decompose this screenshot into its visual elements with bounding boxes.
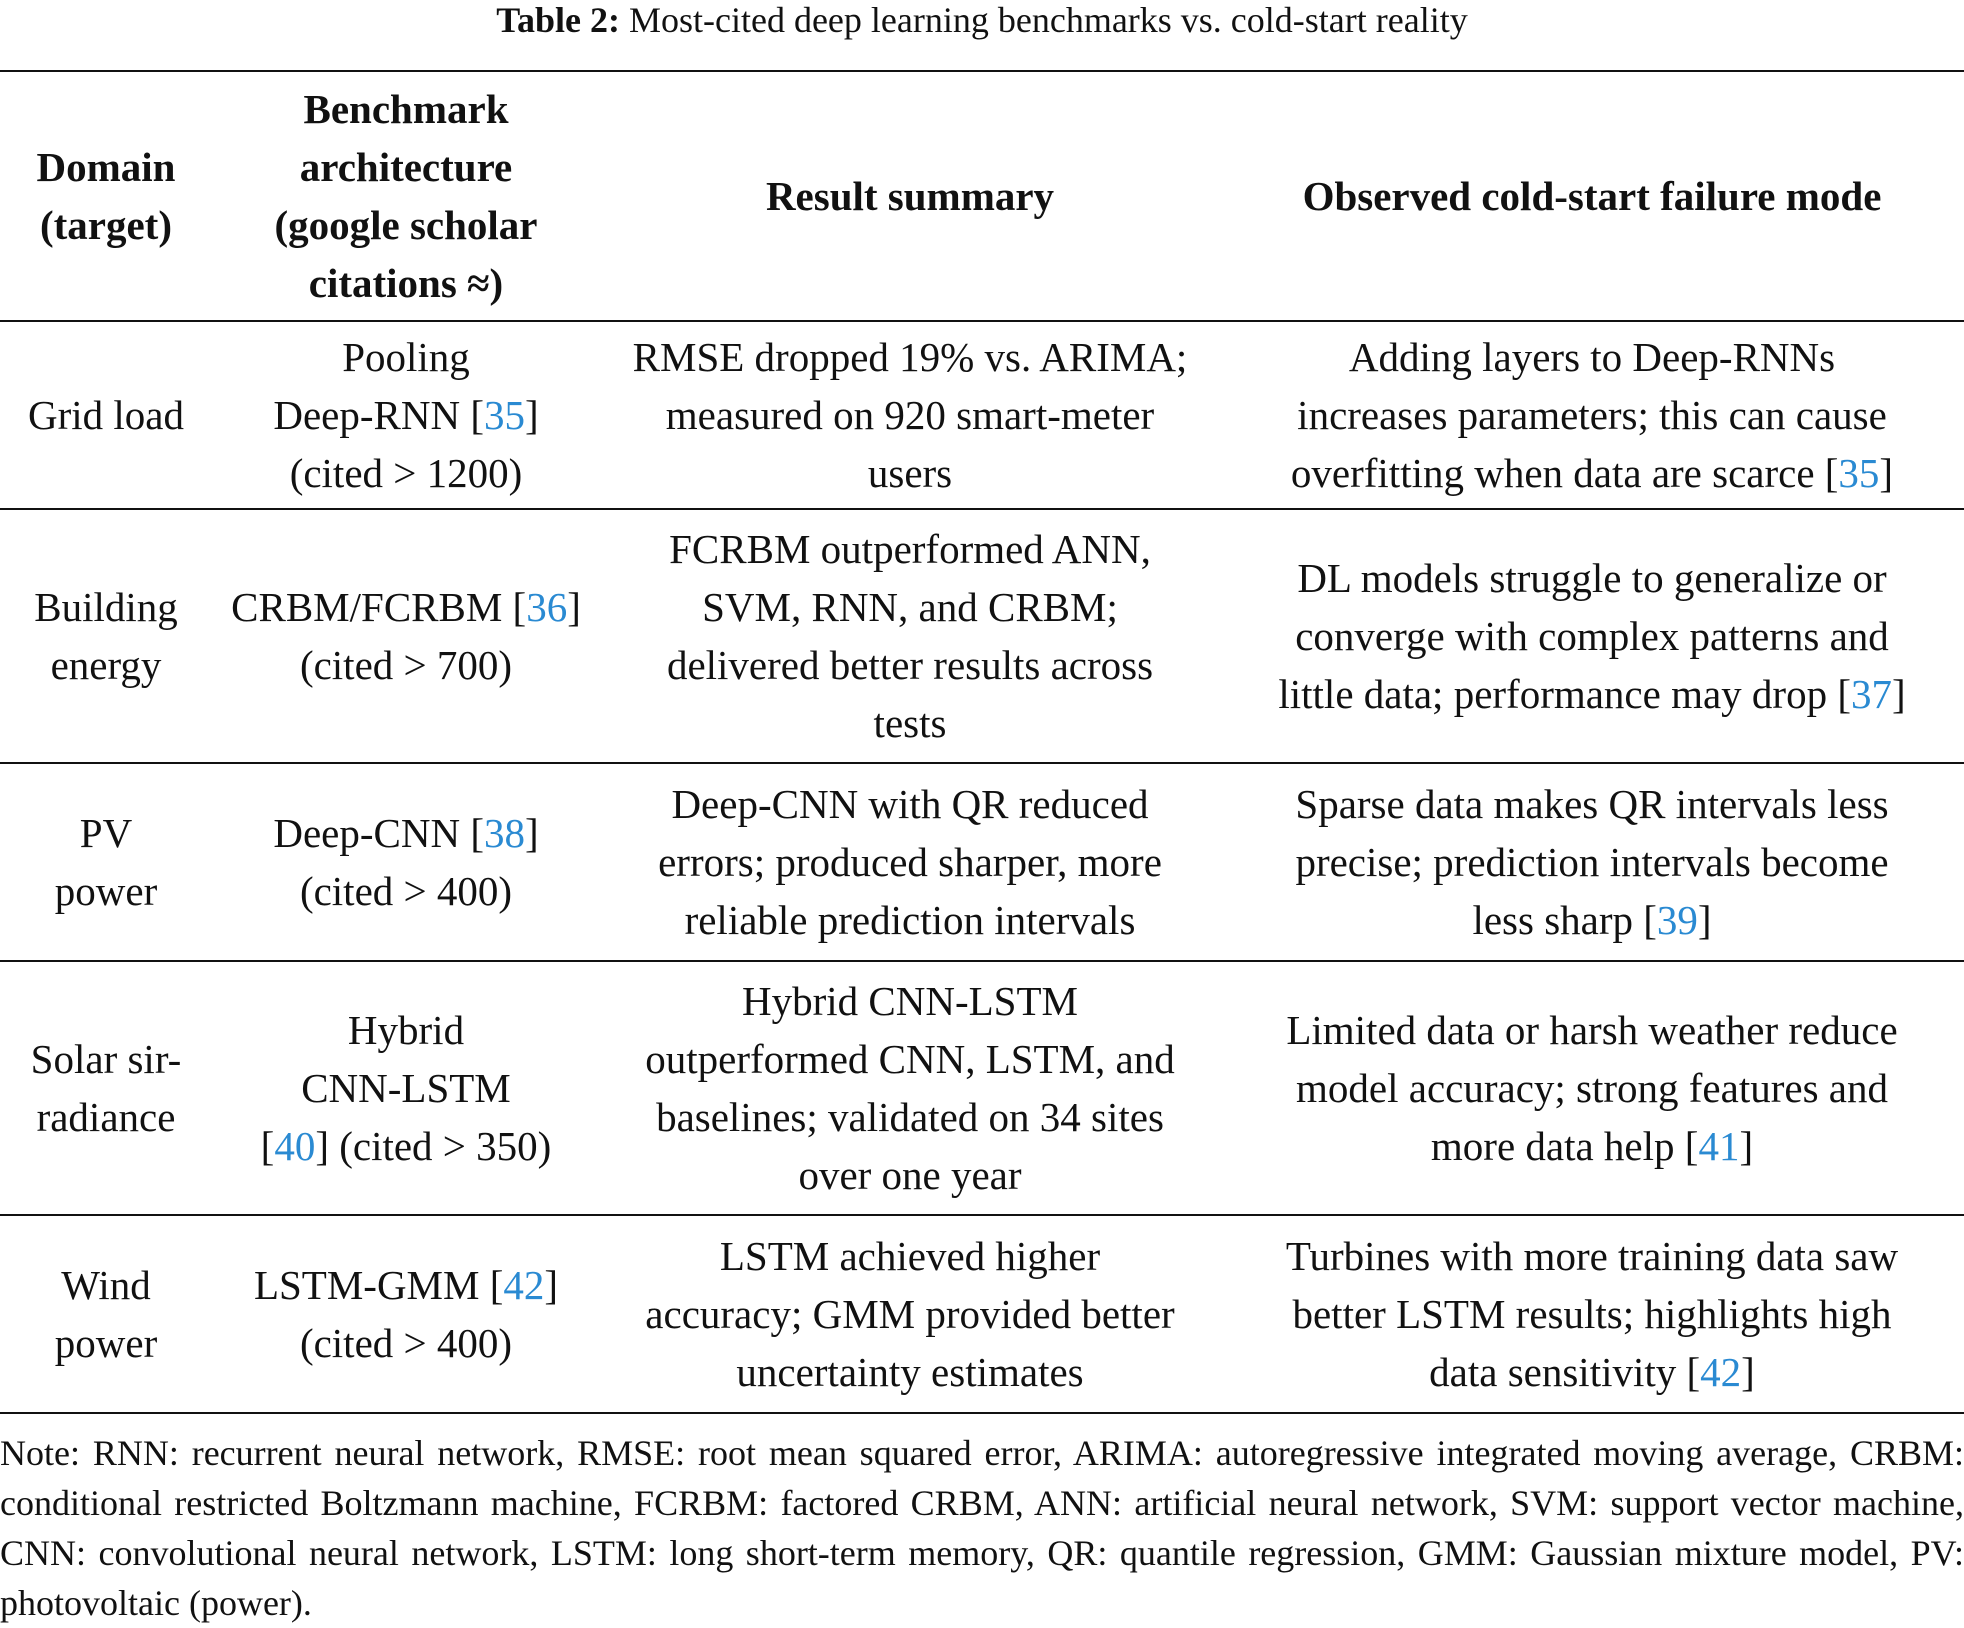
cell-line: CNN-LSTM [301,1065,511,1111]
header-domain [0,71,212,321]
cell-line: power [54,868,158,914]
cell-failure [1220,321,1964,509]
cell-line: users [867,450,953,496]
table-body [0,321,1964,1413]
cell-line: Hybrid [347,1007,465,1053]
header-line: architecture [299,144,513,190]
cell-line: model accuracy; strong features and [1296,1065,1888,1111]
citation-link[interactable]: 39 [1656,897,1698,943]
cell-line: energy [50,642,162,688]
cell-text: overfitting when data are scarce [ [1290,450,1839,496]
cell-line: uncertainty estimates [736,1349,1084,1395]
cell-failure [1220,1215,1964,1413]
cell-text: Deep-RNN [ [273,392,484,438]
cell-line: SVM, RNN, and CRBM; [702,584,1118,630]
cell-line: converge with complex patterns and [1295,613,1889,659]
header-benchmark [212,71,600,321]
cell-domain [0,509,212,763]
cell-line: (cited > 1200) [289,450,523,496]
header-line: Benchmark [303,86,509,132]
cell-line: DL models struggle to generalize or [1297,555,1887,601]
header-line: Result summary [765,173,1055,219]
cell-line: delivered better results across [666,642,1154,688]
cell-text: ] (cited > 350) [315,1123,552,1169]
table-note: Note: RNN: recurrent neural network, RMSE: root mean squared error, ARIMA: autoregressive integrated moving average, CRBM: conditional restricted Boltzmann machine, FCRBM: factored CRBM, ANN: artificial neural network, SVM: support vector machine, CNN: convolutional neural network, LSTM: long short-term memory, QR: quantile regression, GMM: Gaussian mixture model, PV: photovoltaic (power). [0,1433,1964,1623]
cell-text: [ [260,1123,275,1169]
cell-domain [0,961,212,1215]
cell-line [1226,1117,1958,1175]
cell-line: (cited > 400) [299,1320,513,1366]
cell-text: Deep-CNN [ [273,810,484,856]
cell-line [218,1256,594,1314]
cell-line: increases parameters; this can cause [1297,392,1887,438]
cell-line: Grid load [28,392,184,438]
cell-text: little data; performance may drop [ [1278,671,1851,717]
cell-benchmark [212,763,600,961]
cell-line: Pooling [342,334,470,380]
header-line: (google scholar [274,202,538,248]
cell-line: radiance [36,1094,176,1140]
citation-link[interactable]: 40 [274,1123,316,1169]
citation-link[interactable]: 35 [483,392,525,438]
table-row [0,763,1964,961]
table-title: Most-cited deep learning benchmarks vs. cold-start reality [628,0,1468,40]
citation-link[interactable]: 36 [526,584,568,630]
cell-result [600,321,1220,509]
citation-link[interactable]: 38 [483,810,525,856]
header-row [0,71,1964,321]
cell-line: Limited data or harsh weather reduce [1286,1007,1898,1053]
cell-line: errors; produced sharper, more [658,839,1162,885]
cell-line: precise; prediction intervals become [1295,839,1889,885]
cell-line: better LSTM results; highlights high [1292,1291,1892,1337]
cell-text: ] [1741,1349,1755,1395]
citation-link[interactable]: 35 [1838,450,1880,496]
benchmark-table [0,70,1964,1414]
table-label: Table 2: [496,0,620,40]
cell-failure [1220,961,1964,1215]
cell-line [218,578,594,636]
cell-result [600,1215,1220,1413]
cell-text: ] [544,1262,559,1308]
cell-result [600,763,1220,961]
cell-line: LSTM achieved higher [719,1233,1101,1279]
header-line: Domain [36,144,176,190]
cell-line: power [54,1320,158,1366]
cell-text: data sensitivity [ [1429,1349,1701,1395]
citation-link[interactable]: 41 [1698,1123,1740,1169]
cell-failure [1220,763,1964,961]
cell-line [1226,444,1958,502]
citation-link[interactable]: 37 [1850,671,1892,717]
cell-text: ] [1891,671,1906,717]
cell-line: Wind [61,1262,151,1308]
header-line: citations ≈) [308,260,504,306]
cell-benchmark [212,509,600,763]
cell-line: Deep-CNN with QR reduced [671,781,1149,827]
cell-line: over one year [798,1152,1022,1198]
cell-text: ] [567,584,581,630]
cell-line: measured on 920 smart-meter [665,392,1155,438]
cell-line: RMSE dropped 19% vs. ARIMA; [632,334,1188,380]
cell-domain [0,1215,212,1413]
cell-failure [1220,509,1964,763]
header-line: Observed cold-start failure mode [1302,173,1882,219]
cell-line [1226,891,1958,949]
cell-line: Sparse data makes QR intervals less [1295,781,1889,827]
cell-domain [0,321,212,509]
cell-line [1226,1343,1958,1401]
cell-line: outperformed CNN, LSTM, and [645,1036,1175,1082]
cell-text: ] [1697,897,1712,943]
table-header [0,71,1964,321]
cell-text: ] [524,810,539,856]
cell-line: Hybrid CNN-LSTM [742,978,1078,1024]
table-row [0,509,1964,763]
cell-line: Adding layers to Deep-RNNs [1348,334,1836,380]
cell-text: less sharp [ [1472,897,1657,943]
table-row [0,1215,1964,1413]
cell-result [600,961,1220,1215]
cell-text: ] [1739,1123,1754,1169]
header-line: (target) [39,202,172,248]
cell-line: PV [79,810,133,856]
cell-line [218,804,594,862]
table-caption [0,0,1964,44]
cell-text: LSTM-GMM [ [253,1262,504,1308]
cell-benchmark [212,321,600,509]
cell-line: FCRBM outperformed ANN, [669,526,1151,572]
cell-line [218,1117,594,1175]
cell-line: Turbines with more training data saw [1285,1233,1899,1279]
cell-benchmark [212,1215,600,1413]
cell-line: Solar sir- [30,1036,182,1082]
cell-result [600,509,1220,763]
table-row [0,961,1964,1215]
cell-line: (cited > 700) [299,642,513,688]
cell-line: accuracy; GMM provided better [645,1291,1175,1337]
cell-text: more data help [ [1430,1123,1699,1169]
citation-link[interactable]: 42 [503,1262,545,1308]
cell-domain [0,763,212,961]
cell-line [218,386,594,444]
header-failure [1220,71,1964,321]
citation-link[interactable]: 42 [1700,1349,1742,1395]
cell-line: (cited > 400) [299,868,513,914]
cell-line: reliable prediction intervals [684,897,1136,943]
cell-line: baselines; validated on 34 sites [656,1094,1164,1140]
table-row [0,321,1964,509]
cell-line: Building [34,584,178,630]
cell-text: CRBM/FCRBM [ [231,584,527,630]
cell-text: ] [524,392,539,438]
header-result [600,71,1220,321]
cell-text: ] [1879,450,1894,496]
cell-line [1226,665,1958,723]
cell-benchmark [212,961,600,1215]
cell-line: tests [873,700,947,746]
